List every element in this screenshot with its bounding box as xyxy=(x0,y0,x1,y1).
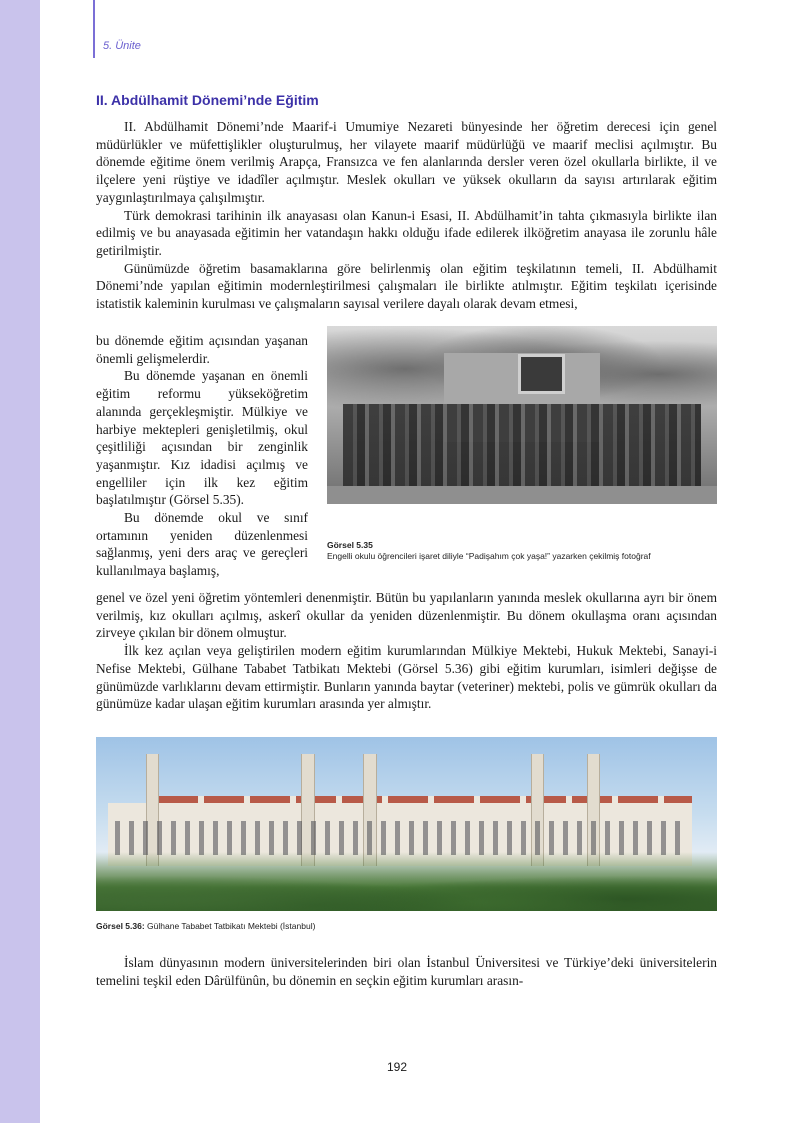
figure-caption-536 xyxy=(96,921,717,932)
unit-rule xyxy=(93,0,95,58)
paragraph: genel ve özel yeni öğretim yöntemleri denenmiştir. Bütün bu yapılanların yanında meslek okullarına ayrı bir önem verilmiş, kız okulları açılmış, askerî okullar da yeniden düzenlenmiştir. Bu dönem okullaşma oranı açısından zirveye çıkılan bir dönem olmuştur. xyxy=(96,590,717,641)
paragraph: Günümüzde öğretim basamaklarına göre belirlenmiş olan eğitim teşkilatının temeli, II. Abdülhamit Dönemi’nde yapılan eğitimin modernleştirilmesi çalışmaları ile birlikte atılmıştır. Eğitim teşkilatı içerisinde istatistik kaleminin kurulması ve çalışmaların sayısal verilere dayalı olarak devam etmesi, xyxy=(96,260,717,312)
photo-engelli-okulu xyxy=(327,326,717,504)
figure-caption-535 xyxy=(327,540,727,562)
photo-gulhane-mektebi xyxy=(96,737,717,911)
body-text-bottom xyxy=(96,589,717,713)
paragraph: İslam dünyasının modern üniversitelerinden biri olan İstanbul Üniversitesi ve Türkiye’deki üniversitelerin temelini teşkil eden Dârülfünûn, bu dönemin en seçkin eğitim kurumları arasın- xyxy=(96,955,717,988)
paragraph: Bu dönemde okul ve sınıf ortamının yeniden düzenlenmesi sağlanmış, yeni ders araç ve gereçleri kullanılmaya başlamış, xyxy=(96,510,308,579)
section-title: II. Abdülhamit Dönemi’nde Eğitim xyxy=(96,92,319,108)
figure-caption-text: Engelli okulu öğrencileri işaret diliyle “Padişahım çok yaşa!” yazarken çekilmiş fotoğraf xyxy=(327,551,651,561)
figure-caption-text: Gülhane Tababet Tatbikatı Mektebi (İstanbul) xyxy=(144,921,316,931)
body-text-end xyxy=(96,954,717,989)
body-text-top xyxy=(96,118,717,313)
unit-label: 5. Ünite xyxy=(103,40,141,52)
paragraph: Bu dönemde yaşanan en önemli eğitim reformu yükseköğretim alanında gerçekleşmiştir. Mülkiye ve harbiye mektepleri genişletilmiş, okul çeşitliliği açısından bir zenginlik yaşanmıştır. Kız idadisi açılmış ve engelliler için ilk kez eğitim başlatılmıştır (Görsel 5.35). xyxy=(96,368,308,508)
figure-label: Görsel 5.35 xyxy=(327,540,373,550)
paragraph: bu dönemde eğitim açısından yaşanan önemli gelişmelerdir. xyxy=(96,333,308,366)
body-text-left xyxy=(96,332,308,580)
figure-label: Görsel 5.36: xyxy=(96,921,145,931)
paragraph: Türk demokrasi tarihinin ilk anayasası olan Kanun-i Esasi, II. Abdülhamit’in tahta çıkmasıyla birlikte ilan edilmiş ve bu anayasada eğitimin her vatandaşın hakkı olduğu ifade edilerek ilköğretim anayasa ile zorunlu hâle getirilmiştir. xyxy=(96,207,717,258)
paragraph: II. Abdülhamit Dönemi’nde Maarif-i Umumiye Nezareti bünyesinde her öğretim derecesi için genel müdürlükler ve müfettişlikler oluşturulmuş, her vilayete maarif müdürlüğü ve maarif meclisi açılmıştır. Bu dönemde eğitime önem verilmiş Arapça, Fransızca ve fen alanlarında dersler veren özel okullarla birlikte, il ve ilçelere yeni rüştiye ve idadîler açılmıştır. Meslek okulları ve yüksek okulların da sayısı artırılarak eğitim yaygınlaştırılmaya çalışılmıştır. xyxy=(96,119,717,205)
paragraph: İlk kez açılan veya geliştirilen modern eğitim kurumlarından Mülkiye Mektebi, Hukuk Mektebi, Sanayi-i Nefise Mektebi, Gülhane Tababet Tatbikatı Mektebi (Görsel 5.36) gibi eğitim kurumları, isimleri değişse de günümüzde varlıklarını devam ettirmiştir. Bunların yanında baytar (veteriner) mektebi, polis ve gümrük okulları da günümüze kadar ulaşan eğitim kurumları arasında yer almıştır. xyxy=(96,643,717,712)
side-band xyxy=(0,0,40,1123)
page-number: 192 xyxy=(386,1060,408,1074)
